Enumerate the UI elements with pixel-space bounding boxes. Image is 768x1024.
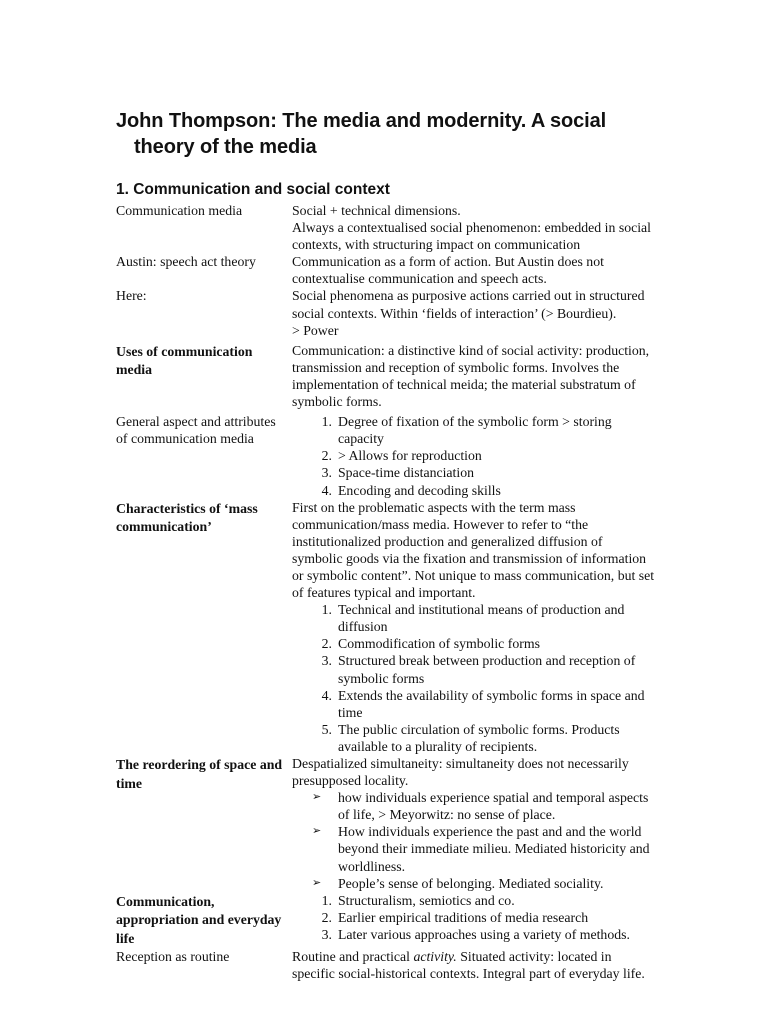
list-item-text: Extends the availability of symbolic forms in space and time (338, 687, 645, 720)
row-label: Austin: speech act theory (116, 254, 256, 270)
list-item-text: People’s sense of belonging. Mediated sociality. (338, 875, 604, 891)
list-number: 2. (321, 909, 332, 925)
list-item (292, 652, 656, 686)
row-content (292, 202, 656, 253)
list-number: 3. (321, 465, 332, 481)
list-item (292, 635, 656, 652)
table-row (116, 892, 656, 949)
row-label: General aspect and attributes of communication media (116, 414, 276, 447)
list-item (292, 823, 656, 874)
list-item (292, 413, 656, 447)
text-run: Routine and practical (292, 949, 414, 965)
list-item-text: Commodification of symbolic forms (338, 636, 540, 652)
arrow-bullet-icon: ➢ (312, 876, 322, 889)
list-item-text: how individuals experience spatial and temporal aspects of life, > Meyorwitz: no sense of place. (338, 790, 649, 823)
numbered-list (292, 413, 656, 498)
row-label: Communication media (116, 203, 243, 218)
list-item (292, 926, 656, 943)
table-row (116, 253, 656, 287)
list-item-text: How individuals experience the past and and the world beyond their immediate milieu. Mediated historicity and worldliness. (338, 824, 650, 874)
row-label: Uses of communication media (116, 343, 253, 378)
paragraph: > Power (292, 322, 339, 338)
list-item-text: Structured break between production and reception of symbolic forms (338, 653, 636, 686)
list-item-text: Degree of fixation of the symbolic form > storing capacity (338, 414, 612, 447)
table-row (116, 413, 656, 498)
list-item (292, 447, 656, 464)
paragraph: Despatialized simultaneity: simultaneity does not necessarily presupposed locality. (292, 756, 629, 789)
paragraph: Social phenomena as purposive actions carried out in structured social contexts. Within ‘fields of interaction’ (> Bourdieu). (292, 288, 645, 321)
arrow-bullet-icon: ➢ (312, 825, 322, 838)
list-item (292, 482, 656, 499)
table-row (116, 202, 656, 253)
list-item (292, 721, 656, 755)
list-item (292, 909, 656, 926)
list-item-text: > Allows for reproduction (338, 448, 482, 464)
list-number: 3. (321, 653, 332, 669)
row-content (292, 287, 656, 341)
table-row (116, 755, 656, 892)
italic-word: activity. (413, 949, 457, 965)
list-number: 2. (321, 448, 332, 464)
row-label: The reordering of space and time (116, 757, 283, 791)
paragraph (292, 948, 656, 982)
list-number: 1. (321, 414, 332, 430)
section-heading: 1. Communication and social context (116, 181, 390, 198)
row-content (292, 413, 656, 498)
table-row (116, 499, 656, 755)
list-number: 3. (321, 926, 332, 942)
arrow-list (292, 789, 656, 892)
list-item-text: Earlier empirical traditions of media research (338, 909, 589, 925)
row-content (292, 892, 656, 949)
document-page (116, 108, 656, 982)
list-item (292, 687, 656, 721)
list-item (292, 892, 656, 909)
paragraph: Always a contextualised social phenomenon: embedded in social contexts, with structuring impact on communication (292, 220, 652, 253)
row-content (292, 342, 656, 413)
row-label: Communication, appropriation and everyday life (116, 893, 282, 946)
list-item (292, 875, 656, 892)
list-number: 1. (321, 602, 332, 618)
list-number: 5. (321, 721, 332, 737)
list-item (292, 601, 656, 635)
text-run: Situated activity: located in specific social-historical contexts. Integral part of everyday life. (292, 949, 645, 982)
list-item-text: Space-time distanciation (338, 465, 475, 481)
list-number: 4. (321, 687, 332, 703)
numbered-list (292, 601, 656, 755)
row-content (292, 253, 656, 287)
table-row (116, 342, 656, 413)
list-item (292, 464, 656, 481)
list-item (292, 789, 656, 823)
table-row (116, 287, 656, 341)
document-title: John Thompson: The media and modernity. A social theory of the media (116, 110, 607, 158)
row-content (292, 755, 656, 892)
row-label: Reception as routine (116, 949, 230, 965)
list-number: 4. (321, 482, 332, 498)
table-row (116, 948, 656, 982)
arrow-bullet-icon: ➢ (312, 791, 322, 804)
row-content (292, 499, 656, 755)
row-label: Characteristics of ‘mass communication’ (116, 500, 258, 535)
paragraph: Social + technical dimensions. (292, 203, 461, 218)
paragraph: Communication: a distinctive kind of social activity: production, transmission and reception of symbolic forms. Involves the implementation of technical meida; the material substratum of symbolic forms. (292, 342, 650, 410)
notes-table (116, 202, 656, 982)
row-label: Here: (116, 288, 147, 304)
list-item-text: Later various approaches using a variety of methods. (338, 926, 630, 942)
list-item-text: The public circulation of symbolic forms. Products available to a plurality of recipients. (338, 721, 620, 754)
list-number: 2. (321, 636, 332, 652)
numbered-list (292, 892, 656, 943)
row-content (292, 948, 656, 982)
list-item-text: Technical and institutional means of production and diffusion (338, 602, 625, 635)
list-number: 1. (321, 892, 332, 908)
paragraph: First on the problematic aspects with the term mass communication/mass media. However to refer to “the institutionalized production and generalized diffusion of symbolic goods via the fixation and transmission of information or symbolic content”. Not unique to mass communication, but set of features typical and important. (292, 499, 655, 601)
paragraph: Communication as a form of action. But Austin does not contextualise communication and speech acts. (292, 254, 604, 287)
list-item-text: Structuralism, semiotics and co. (338, 892, 515, 908)
list-item-text: Encoding and decoding skills (338, 482, 501, 498)
